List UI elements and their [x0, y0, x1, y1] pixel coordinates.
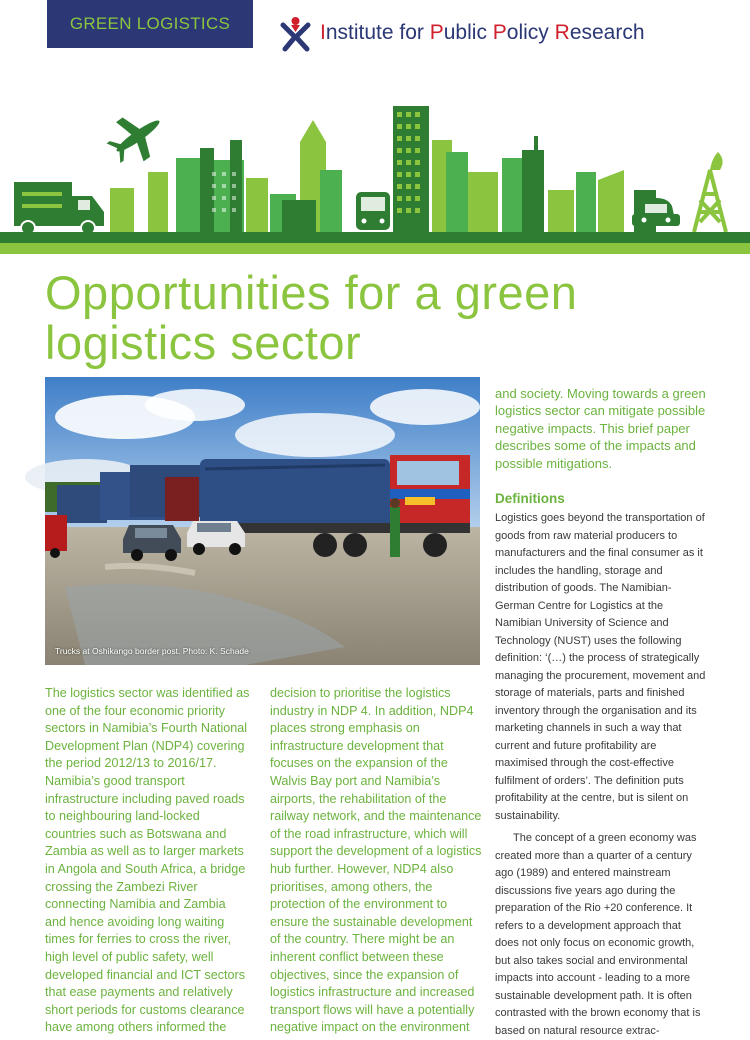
definitions-heading: Definitions [495, 491, 565, 506]
article-column-1 [45, 685, 250, 1037]
paragraph: Logistics goes beyond the transportation of goods from raw material producers to manufacturers and the final consumer as it includes the handling, storage and distribution of goods. The Namibian-German Centre for Logistics at the Namibian University of Science and Technology (NUST) uses the following definition: ‘(…) the process of strategically managing the procurement, movement and storage of materials, parts and finished inventory through the organisation and its marketing channels in such a way that current and future profitability are maximised through the cost-effective fulfilment of orders’. The definition puts profitability at the centre, but is silent on sustainability. [495, 512, 706, 822]
brand-text-part: I [320, 21, 326, 44]
airplane-icon [100, 101, 173, 172]
bus-icon [356, 192, 390, 230]
oil-rig-icon [694, 152, 726, 232]
brand-text-part: nstitute for [325, 21, 430, 44]
ippr-name [320, 21, 645, 45]
definitions-body [495, 510, 707, 1040]
paragraph: The logistics sector was identified as one of the four economic priority sectors in Namibia’s Fourth National Development Plan (NDP4) covering the period 2012/13 to 2016/17. Namibia’s good transport infrastructure including paved roads to neighbouring land-locked countries such as Botswana and Zambia as well as to larger markets in Angola and South Africa, a bridge crossing the Zambezi River connecting Namibia and Zambia and hence avoiding long waiting times for ferries to cross the river, high level of public safety, well developed financial and ICT sectors that ease payments and relatively short periods for customs clearance have among others informed the [45, 686, 250, 1035]
brand-text-part: olicy [506, 21, 555, 44]
paragraph: decision to prioritise the logistics industry in NDP 4. In addition, NDP4 places strong emphasis on infrastructure development that focuses on the expansion of the Walvis Bay port and Namibia’s airports, the rehabilitation of the railway network, and the maintenance of the road infrastructure, which will support the development of a logistics hub further. However, NDP4 also prioritises, among others, the protection of the environment to ensure the sustainable development of the country. There might be an inherent conflict between these objectives, since the expansion of logistics infrastructure and increased transport flows will have a potentially negative impact on the environment [270, 686, 482, 1035]
paragraph: The concept of a green economy was created more than a quarter of a century ago (1989) and entered mainstream discussions five years ago during the preparation of the Rio +20 conference. It refers to a development approach that does not only focus on economic growth, but also takes social and environmental impacts into account - leading to a more sustainable development path. It is often contrasted with the brown economy that is based on natural resource extrac- [495, 832, 701, 1037]
page-title: Opportunities for a green logistics sector [45, 266, 578, 369]
brand-text-part: P [492, 21, 507, 44]
brand-text-part: ublic [443, 21, 493, 44]
section-tag: GREEN LOGISTICS [47, 0, 253, 48]
brand-text-part: esearch [569, 21, 645, 44]
paragraph: and society. Moving towards a green logistics sector can mitigate possible negative impacts. This brief paper describes some of the impacts and possible mitigations. [495, 386, 706, 471]
article-column-2 [270, 685, 482, 1037]
trucks-photo [45, 377, 480, 665]
article-column-3-lead [495, 385, 707, 472]
city-skyline-illustration [0, 100, 750, 256]
brand-text-part: P [429, 21, 444, 44]
ippr-logo [279, 15, 313, 51]
truck-icon [14, 182, 104, 235]
photo-caption: Trucks at Oshikango border post. Photo: K. Schade [55, 646, 249, 656]
ippr-header [279, 14, 645, 52]
brand-text-part: R [554, 21, 570, 44]
